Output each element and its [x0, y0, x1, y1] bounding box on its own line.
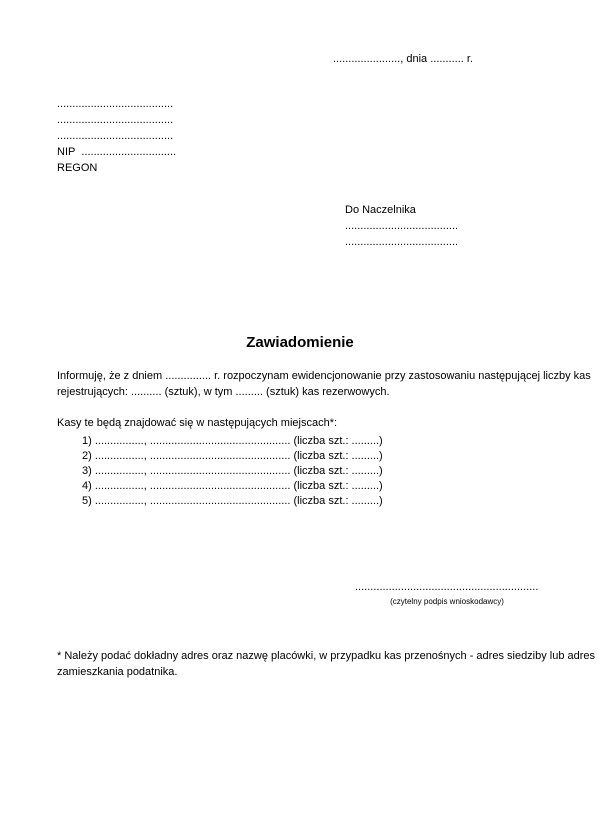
location-item-4: 4) ................, .............................................. (liczba szt.: .........): [82, 480, 383, 492]
sender-address-line-2: ......................................: [57, 114, 174, 126]
intro-paragraph-line-2: rejestrujących: .......... (sztuk), w tym ......... (sztuk) kas rezerwowych.: [57, 386, 390, 398]
intro-paragraph: [57, 368, 591, 400]
recipient-line-1: .....................................: [345, 220, 459, 232]
regon-label: REGON: [57, 162, 98, 174]
document-title: Zawiadomienie: [246, 334, 354, 351]
signature-line: ............................................................: [355, 581, 539, 593]
location-item-5: 5) ................, .............................................. (liczba szt.: .........): [82, 495, 383, 507]
location-item-1: 1) ................, .............................................. (liczba szt.: .........): [82, 435, 383, 447]
footnote-line-2: zamieszkania podatnika.: [57, 666, 178, 678]
recipient-line-2: .....................................: [345, 236, 459, 248]
sender-block: [57, 96, 176, 176]
date-line: ......................, dnia ........... r.: [333, 53, 473, 65]
sender-nip-row: [57, 144, 176, 160]
locations-heading: Kasy te będą znajdować się w następujących miejscach*:: [57, 417, 338, 429]
sender-address-line-3: ......................................: [57, 130, 174, 142]
footnote: [57, 648, 595, 680]
recipient-heading: Do Naczelnika: [345, 204, 416, 216]
signature-caption: (czytelny podpis wnioskodawcy): [390, 597, 504, 606]
nip-label: NIP: [57, 146, 76, 158]
recipient-block: [345, 202, 458, 250]
nip-field-dots: ...............................: [81, 146, 177, 158]
sender-address-line-1: ......................................: [57, 98, 174, 110]
footnote-line-1: * Należy podać dokładny adres oraz nazwę placówki, w przypadku kas przenośnych - adres siedziby lub adres: [57, 650, 596, 662]
location-item-2: 2) ................, .............................................. (liczba szt.: .........): [82, 450, 383, 462]
locations-list: [82, 434, 383, 509]
location-item-3: 3) ................, .............................................. (liczba szt.: .........): [82, 465, 383, 477]
intro-paragraph-line-1: Informuję, że z dniem ............... r. rozpoczynam ewidencjonowanie przy zastosowaniu następującej liczby kas: [57, 370, 591, 382]
